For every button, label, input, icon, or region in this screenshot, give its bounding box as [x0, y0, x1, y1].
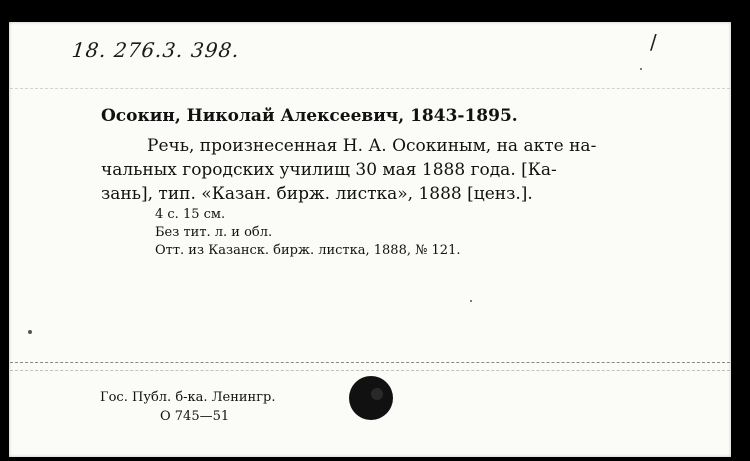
- library-name: Гос. Публ. б-ка. Ленингр.: [100, 390, 276, 405]
- author-heading: Осокин, Николай Алексеевич, 1843-1895.: [101, 106, 518, 126]
- title-line-3: зань], тип. «Казан. бирж. листка», 1888 [ценз.].: [101, 184, 533, 204]
- scan-border: [731, 0, 750, 461]
- speck: [28, 330, 32, 334]
- shelfmark: О 745—51: [160, 409, 230, 424]
- note-offprint: Отт. из Казанск. бирж. листка, 1888, № 121.: [155, 243, 461, 258]
- footer-divider-2: [10, 370, 730, 371]
- speck: [640, 68, 642, 70]
- title-line-2: чальных городских училищ 30 мая 1888 года. [Ка-: [101, 160, 557, 180]
- title-line-1: Речь, произнесенная Н. А. Осокиным, на акте на-: [147, 136, 597, 156]
- faint-divider-top: [10, 88, 730, 89]
- note-collation: 4 с. 15 см.: [155, 207, 226, 222]
- speck: [470, 300, 472, 302]
- footer-divider: [10, 362, 730, 363]
- handwritten-call-number: 18. 276.3. 398.: [70, 38, 241, 62]
- note-no-title: Без тит. л. и обл.: [155, 225, 273, 240]
- library-stamp-icon: [347, 374, 395, 422]
- corner-mark: /: [650, 30, 657, 54]
